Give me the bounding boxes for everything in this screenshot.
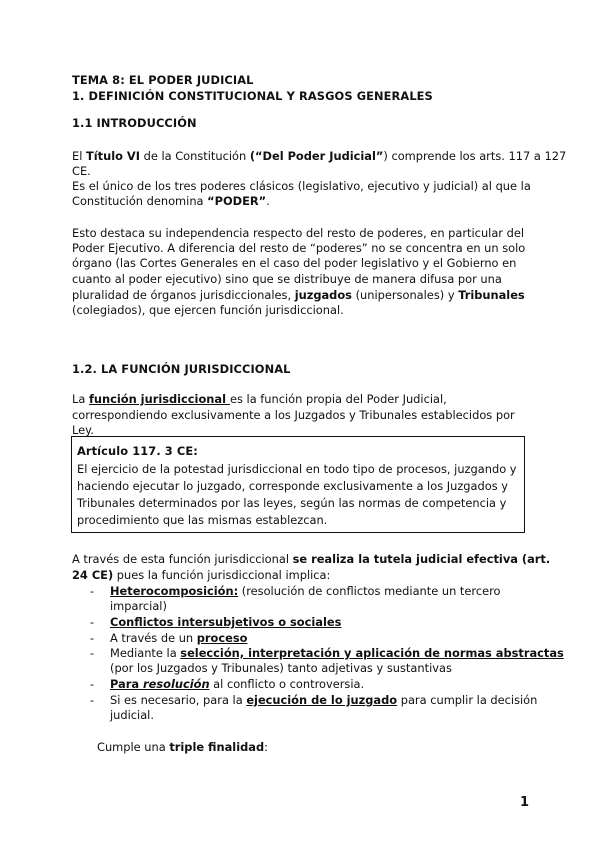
paragraph-line: correspondiendo exclusivamente a los Juzgados y Tribunales establecidos por xyxy=(72,408,515,422)
list-item-continuation: judicial. xyxy=(110,708,154,722)
paragraph-line: La función jurisdiccional es la función propia del Poder Judicial, xyxy=(72,392,447,406)
bullet-marker: - xyxy=(90,646,95,660)
article-line: haciendo ejecutar lo juzgado, corresponde exclusivamente a los Juzgados y xyxy=(77,479,509,493)
section-title: 1. DEFINICIÓN CONSTITUCIONAL Y RASGOS GENERALES xyxy=(72,89,433,103)
article-line: El ejercicio de la potestad jurisdiccional en todo tipo de procesos, juzgando y xyxy=(77,462,517,476)
bullet-marker: - xyxy=(90,693,95,707)
list-item: Para resolución al conflicto o controversia. xyxy=(110,677,365,691)
paragraph-line: (colegiados), que ejercen función jurisdiccional. xyxy=(72,303,344,317)
bullet-marker: - xyxy=(90,631,95,645)
list-item: Mediante la selección, interpretación y aplicación de normas abstractas xyxy=(110,646,564,660)
paragraph-line: CE. xyxy=(72,164,91,178)
paragraph-line: órgano (las Cortes Generales en el caso del poder legislativo y el Gobierno en xyxy=(72,256,517,270)
list-item-continuation: (por los Juzgados y Tribunales) tanto adjetivas y sustantivas xyxy=(110,661,452,675)
article-title: Artículo 117. 3 CE: xyxy=(77,444,198,458)
list-item: Conflictos intersubjetivos o sociales xyxy=(110,615,342,629)
paragraph-line: Ley. xyxy=(72,423,94,437)
paragraph-line: Esto destaca su independencia respecto del resto de poderes, en particular del xyxy=(72,226,525,240)
article-line: procedimiento que las mismas establezcan. xyxy=(77,513,328,527)
article-quote-box xyxy=(71,436,525,533)
subsection-heading-intro: 1.1 INTRODUCCIÓN xyxy=(72,116,197,130)
paragraph-line: pluralidad de órganos jurisdiccionales, juzgados (unipersonales) y Tribunales xyxy=(72,288,525,302)
page-number: 1 xyxy=(520,795,530,810)
chapter-title: TEMA 8: EL PODER JUDICIAL xyxy=(72,73,254,87)
closing-line: Cumple una triple finalidad: xyxy=(97,740,268,754)
bullet-marker: - xyxy=(90,584,95,598)
list-item: Heterocomposición: (resolución de conflictos mediante un tercero xyxy=(110,584,501,598)
paragraph-line: A través de esta función jurisdiccional se realiza la tutela judicial efectiva (art. xyxy=(72,552,551,566)
paragraph-line: cuanto al poder ejecutivo) sino que se distribuye de manera difusa por una xyxy=(72,272,502,286)
subsection-heading-function: 1.2. LA FUNCIÓN JURISDICCIONAL xyxy=(72,362,291,376)
article-line: Tribunales determinados por las leyes, según las normas de competencia y xyxy=(77,496,507,510)
paragraph-line: Poder Ejecutivo. A diferencia del resto de “poderes” no se concentra en un solo xyxy=(72,241,526,255)
paragraph-line: Es el único de los tres poderes clásicos (legislativo, ejecutivo y judicial) al que la xyxy=(72,179,531,193)
paragraph-line: El Título VI de la Constitución (“Del Poder Judicial”) comprende los arts. 117 a 127 xyxy=(72,149,567,163)
bullet-marker: - xyxy=(90,615,95,629)
paragraph-line: 24 CE) pues la función jurisdiccional implica: xyxy=(72,568,331,582)
list-item: A través de un proceso xyxy=(110,631,248,645)
list-item: Si es necesario, para la ejecución de lo juzgado para cumplir la decisión xyxy=(110,693,538,707)
paragraph-line: Constitución denomina “PODER”. xyxy=(72,194,270,208)
list-item-continuation: imparcial) xyxy=(110,599,167,613)
bullet-marker: - xyxy=(90,677,95,691)
